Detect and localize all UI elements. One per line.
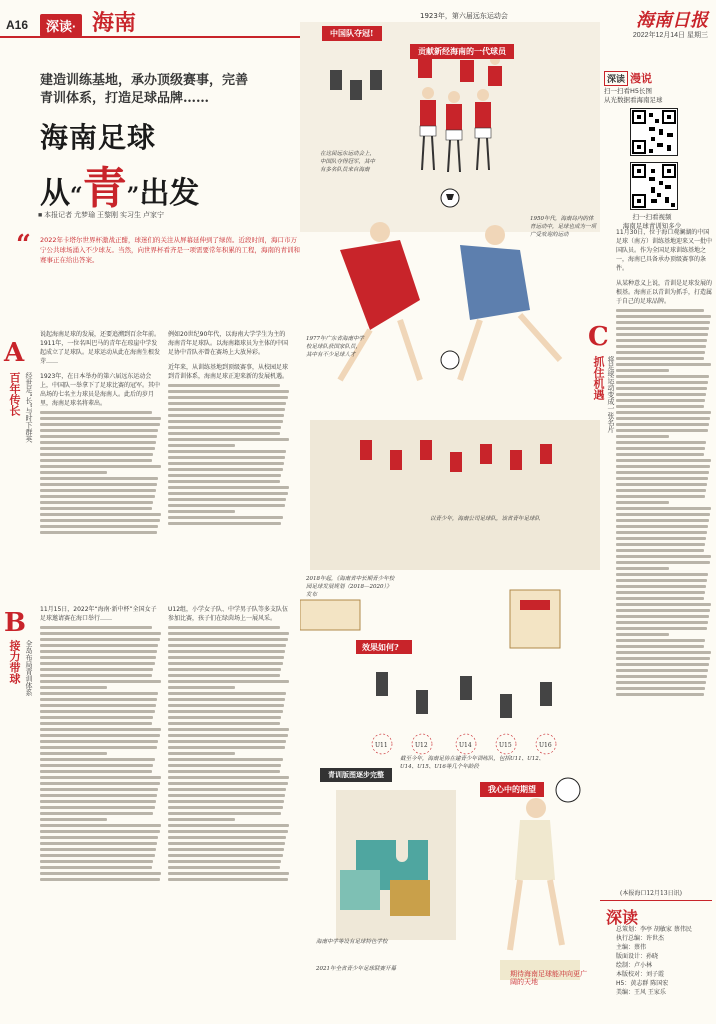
text-line: [168, 794, 285, 797]
text-line: [40, 471, 107, 474]
text-line: [616, 333, 708, 336]
text-line: [40, 776, 161, 779]
text-line: [616, 345, 706, 348]
text-line: [616, 417, 710, 420]
text-line: [168, 414, 284, 417]
text-line: [40, 686, 107, 689]
text-line: [616, 525, 708, 528]
text-line: [40, 417, 161, 420]
banner-system: 青训版图逐步完整: [320, 768, 392, 782]
caption-2018: 2018年起，《海南省中长期青少年校园足球发展规划（2018—2020）》发布: [306, 576, 395, 598]
text-line: [168, 432, 280, 435]
text-line: [168, 480, 280, 483]
text-line: [616, 339, 707, 342]
text-line: [168, 710, 283, 713]
text-filler: [616, 309, 712, 696]
text-line: [168, 438, 289, 441]
credit-line: 版面设计：孙晓: [616, 953, 659, 960]
qr-code-1-icon[interactable]: [630, 108, 678, 156]
text-line: [168, 824, 289, 827]
text-line: [40, 674, 152, 677]
text-line: [168, 746, 285, 749]
text-line: [616, 429, 708, 432]
text-line: [616, 357, 704, 360]
caption-school: 海南中学等设有足球特色学校: [316, 939, 388, 945]
text-column-1b: [40, 605, 162, 1015]
text-line: [40, 860, 153, 863]
text-column-1a: [40, 330, 162, 600]
marker-b-letter: B: [4, 608, 26, 638]
credit-line: H5：黄志群 陈国宏: [616, 980, 669, 987]
year-1923-label: 1923年，第六届远东运动会: [420, 12, 508, 20]
text-line: [40, 435, 157, 438]
caption-team: 以青少年，海南公司足球队，该省青年足球队: [430, 516, 541, 522]
footer-credits: [616, 925, 716, 997]
text-filler: [168, 626, 290, 881]
text-line: [168, 626, 280, 629]
text-line: [168, 474, 281, 477]
manhua-box: 深读: [604, 71, 628, 86]
text-line: [168, 402, 286, 405]
text-line: [616, 585, 706, 588]
article-lead: 2022年卡塔尔世界杯激战正酣，球迷们的关注从屏幕延伸到了绿茵。近段时间，海口市万宁公共球场涌入不少球友。当然，向世界杯看齐是一项需要常年积累的工程，海南的青训和赛事正在给出答案。: [40, 236, 300, 264]
text-line: [40, 794, 157, 797]
text-line: [168, 758, 283, 761]
text-line: [40, 806, 155, 809]
text-line: [40, 728, 161, 731]
text-line: [616, 453, 704, 456]
qr1-caption-line1: 扫一扫看H5长图: [604, 87, 653, 95]
text-filler: [40, 411, 162, 534]
text-line: [168, 510, 235, 513]
text-line: [168, 468, 283, 471]
text-line: [40, 716, 153, 719]
text-line: [40, 525, 158, 528]
text-line: [168, 788, 286, 791]
text-line: [40, 459, 152, 462]
text-line: [168, 770, 280, 773]
text-column-3: [616, 228, 712, 892]
text-line: [616, 543, 705, 546]
text-line: [616, 471, 709, 474]
text-line: [616, 327, 709, 330]
text-line: [168, 408, 285, 411]
banner-china-champion: 中国队夺冠!: [322, 26, 382, 41]
text-line: [616, 579, 707, 582]
text-line: [168, 426, 281, 429]
text-line: [40, 818, 107, 821]
text-line: [40, 734, 160, 737]
qr1-caption: [604, 86, 714, 104]
text-line: [40, 746, 157, 749]
quote-mark-icon: “: [16, 230, 31, 260]
headline-line1: 海南足球: [40, 121, 157, 154]
text-line: [616, 411, 711, 414]
text-line: [616, 663, 709, 666]
banner-future: 我心中的期望: [480, 782, 544, 797]
age-u15: U15: [499, 742, 512, 749]
text-line: [40, 441, 156, 444]
text-line: [168, 722, 280, 725]
marker-c-subtitle: 将足球运动变成一张名片: [607, 356, 615, 433]
text-line: [616, 519, 709, 522]
text-line: [616, 621, 708, 624]
text-line: [616, 489, 706, 492]
footer-brand: 深读: [606, 908, 639, 927]
page-number: A16: [6, 18, 29, 32]
age-u11: U11: [375, 742, 388, 749]
text-line: [616, 477, 708, 480]
text-line: [168, 396, 288, 399]
text-line: [40, 411, 152, 414]
caption-1923: 在这届远东运动会上，中国队夺得冠军，其中有多名队员来自海南: [320, 151, 376, 173]
credit-line: 本版校对：刘子霞: [616, 971, 665, 978]
text-line: [40, 752, 107, 755]
text-line: [168, 456, 285, 459]
marker-a-letter: A: [4, 338, 25, 368]
text-line: [168, 842, 285, 845]
qr2-caption-line2: 海南足球青训知多少: [622, 222, 682, 230]
text-line: [168, 644, 286, 647]
text-line: [168, 716, 281, 719]
text-line: [168, 486, 289, 489]
paragraph: 11月15日，2022年“海南·新中杯”全国女子足球邀请赛在海口举行……: [40, 606, 157, 622]
paragraph: U12组，小学女子队、中学男子队等多支队伍参加比赛，孩子们在绿茵场上一展风采。: [168, 606, 289, 622]
masthead: 海南日报: [636, 10, 708, 31]
age-u16: U16: [539, 742, 552, 749]
text-line: [616, 375, 709, 378]
age-u14: U14: [459, 742, 472, 749]
text-line: [616, 423, 709, 426]
text-line: [40, 477, 158, 480]
text-filler: [40, 626, 162, 881]
text-line: [616, 405, 704, 408]
text-line: [616, 627, 707, 630]
text-line: [40, 507, 152, 510]
text-line: [168, 522, 281, 525]
text-line: [168, 420, 283, 423]
text-line: [168, 674, 280, 677]
caption-1977: 1977年广东省海南中学校足球队获国家队员，其中有不少足球人才: [306, 336, 364, 358]
text-line: [168, 830, 288, 833]
section-brush-title: 海南: [92, 10, 137, 36]
qr2-caption-line1: 扫一扫看视频: [632, 213, 672, 221]
banner-effect: 效果如何?: [362, 642, 399, 652]
text-line: [40, 824, 161, 827]
text-line: [168, 866, 280, 869]
text-line: [616, 555, 711, 558]
marker-c-letter: C: [588, 322, 609, 352]
text-line: [40, 836, 158, 839]
text-line: [616, 459, 711, 462]
text-line: [40, 740, 158, 743]
text-line: [168, 740, 286, 743]
section-tag: 深读·: [40, 14, 82, 37]
text-line: [616, 435, 669, 438]
footer-rule: [600, 900, 712, 901]
text-line: [168, 812, 281, 815]
headline-qing: 青: [82, 163, 127, 214]
text-line: [616, 369, 669, 372]
text-line: [40, 429, 158, 432]
text-line: [40, 531, 157, 534]
text-line: [616, 687, 705, 690]
text-line: [40, 680, 161, 683]
text-line: [616, 591, 705, 594]
text-column-2a: [168, 330, 290, 600]
text-line: [168, 734, 288, 737]
text-line: [168, 782, 288, 785]
paragraph: 从某种意义上说，青训是足球发展的根基。海南正以青训为抓手，打造属于自己的足球品牌。: [616, 280, 712, 305]
text-line: [168, 776, 289, 779]
text-line: [40, 722, 152, 725]
text-line: [616, 531, 707, 534]
text-line: [616, 561, 710, 564]
text-line: [40, 692, 158, 695]
text-line: [168, 836, 286, 839]
text-line: [168, 444, 235, 447]
text-line: [168, 698, 285, 701]
text-line: [168, 668, 281, 671]
text-line: [616, 507, 711, 510]
text-line: [168, 848, 284, 851]
text-line: [40, 644, 158, 647]
text-line: [616, 387, 707, 390]
text-line: [168, 878, 288, 881]
credit-line: 绘制：卢小林: [616, 962, 653, 969]
qr2-caption: [604, 212, 700, 230]
text-line: [616, 465, 710, 468]
text-line: [40, 668, 153, 671]
text-line: [40, 788, 158, 791]
text-line: [168, 872, 289, 875]
text-line: [616, 381, 708, 384]
text-line: [40, 866, 152, 869]
manhua-title: 漫说: [630, 72, 653, 85]
text-line: [616, 513, 710, 516]
text-line: [168, 752, 235, 755]
text-line: [40, 650, 157, 653]
text-line: [40, 632, 161, 635]
text-line: [40, 662, 155, 665]
headline-line2: 从“青”出发: [40, 163, 200, 214]
text-line: [168, 384, 280, 387]
byline: ■ 本报记者 尤梦瑜 王黎刚 实习生 卢家宁: [38, 212, 164, 219]
text-column-2b: [168, 605, 290, 1015]
text-line: [616, 597, 704, 600]
caption-future: 期待海南足球能冲向更广阔的天地: [510, 970, 587, 986]
text-line: [168, 800, 284, 803]
text-line: [40, 812, 153, 815]
qr-code-2-icon[interactable]: [630, 162, 678, 210]
text-line: [616, 309, 704, 312]
text-line: [168, 492, 288, 495]
text-line: [40, 638, 160, 641]
text-line: [616, 603, 711, 606]
masthead-date: 2022年12月14日 星期三: [632, 32, 708, 39]
text-line: [40, 842, 157, 845]
text-line: [168, 504, 285, 507]
text-line: [40, 800, 156, 803]
text-line: [616, 549, 704, 552]
text-line: [616, 669, 708, 672]
text-line: [168, 498, 286, 501]
text-line: [168, 656, 284, 659]
players-1950-icon: [340, 222, 560, 380]
text-line: [616, 609, 710, 612]
text-line: [616, 315, 711, 318]
effect-section: [356, 640, 556, 754]
text-line: [40, 495, 155, 498]
marker-c-title: 抓住机遇: [592, 356, 605, 400]
text-line: [616, 651, 711, 654]
text-line: [168, 662, 283, 665]
text-line: [168, 860, 281, 863]
text-line: [168, 632, 289, 635]
text-line: [616, 573, 708, 576]
article-subtitle: 建造训练基地，承办顶级赛事，完善青训体系，打造足球品牌……: [40, 73, 249, 106]
text-line: [40, 758, 155, 761]
text-line: [168, 728, 289, 731]
text-line: [168, 854, 283, 857]
text-line: [616, 441, 706, 444]
text-line: [40, 848, 156, 851]
credit-line: 主编：蔡伟: [616, 944, 647, 951]
text-line: [40, 423, 160, 426]
text-line: [40, 447, 155, 450]
text-line: [40, 465, 161, 468]
text-line: [616, 537, 706, 540]
text-line: [168, 704, 284, 707]
illus-bg-1977: [310, 420, 600, 570]
age-u12: U12: [415, 742, 428, 749]
text-line: [40, 854, 155, 857]
text-filler: [168, 384, 290, 525]
text-line: [616, 639, 705, 642]
text-line: [616, 363, 711, 366]
paragraph: 11月30日，位于海口观澜湖的中国足球（南方）训练基地迎来又一批中国队员。作为全国足球训练基地之一，海南已具备承办顶级赛事的条件。: [616, 229, 712, 272]
dateline-note: (本报海口12月13日讯): [620, 890, 682, 897]
text-line: [616, 693, 704, 696]
headline-chuda: 出发: [139, 176, 200, 211]
text-line: [40, 513, 161, 516]
paragraph: 近年来，从训练基地到顶级赛事，从校园足球到青训体系，海南足球正迎来新的发展机遇。: [168, 364, 289, 380]
marker-b-title: 接力带球: [8, 640, 21, 684]
text-line: [40, 878, 160, 881]
text-line: [168, 686, 235, 689]
text-line: [40, 710, 155, 713]
text-line: [40, 519, 160, 522]
text-line: [168, 806, 283, 809]
text-line: [616, 501, 669, 504]
text-line: [168, 818, 235, 821]
text-line: [616, 567, 669, 570]
text-line: [40, 656, 156, 659]
text-line: [168, 390, 289, 393]
text-line: [168, 450, 286, 453]
text-line: [40, 704, 156, 707]
text-line: [40, 770, 152, 773]
marker-a-title: 百年传长: [8, 372, 21, 416]
text-line: [40, 626, 152, 629]
text-line: [40, 764, 153, 767]
text-line: [168, 516, 283, 519]
credit-line: 执行总编：许世杰: [616, 935, 665, 942]
text-line: [168, 650, 285, 653]
text-line: [40, 698, 157, 701]
marker-b-subtitle: 全岛布局青训体系: [25, 640, 33, 696]
text-line: [616, 645, 704, 648]
text-line: [616, 321, 710, 324]
text-line: [616, 495, 705, 498]
future-player-icon: [500, 778, 580, 980]
puzzle-map-icon: [336, 790, 456, 940]
text-line: [616, 633, 669, 636]
headline-from: 从: [40, 176, 70, 211]
text-line: [40, 501, 153, 504]
text-line: [40, 453, 153, 456]
text-line: [40, 483, 157, 486]
credit-line: 美编：王风 王家乐: [616, 989, 666, 996]
text-line: [40, 872, 161, 875]
caption-ages: 截至今年，海南足协在建青少年训练队，包括U11、U12、U14、U15、U16等几个年龄段: [400, 756, 545, 770]
text-line: [616, 681, 706, 684]
text-line: [168, 692, 286, 695]
text-line: [616, 447, 705, 450]
caption-1950: 1950年代，海南岛内的体育运动中，足球也成为一项广受欢迎的运动: [530, 216, 597, 238]
credit-line: 总策划：李亭 胡敏家 蔡伟民: [616, 926, 692, 933]
text-line: [168, 764, 281, 767]
text-line: [616, 675, 707, 678]
text-line: [40, 489, 156, 492]
paragraph: 例如20世纪90年代，以海南大学学生为主的海南青年足球队。以海南籍球员为主体的中国足协中青队亦曾在赛场上大放异彩。: [168, 331, 289, 356]
text-line: [40, 782, 160, 785]
manhua-tag: [604, 70, 652, 86]
text-line: [616, 615, 709, 618]
text-line: [616, 393, 706, 396]
marker-a-subtitle: 经世足“长”与时下群英: [25, 372, 33, 443]
text-line: [616, 483, 707, 486]
banner-hainan-generation: 贡献新经海南的一代球员: [410, 44, 514, 59]
text-line: [616, 399, 705, 402]
qr1-caption-line2: 从光数据看海南足球: [604, 96, 663, 104]
text-line: [168, 638, 288, 641]
paragraph: 说起海南足球的发展，还要追溯到百余年前。1911年，一位名叫巴马的青年在琼崖中学发起成立了足球队。足球运动从此在海南生根发芽……: [40, 331, 161, 365]
text-line: [40, 830, 160, 833]
paragraph: 1923年，在日本举办的第六届远东运动会上，中国队一举拿下了足球比赛的冠军。其中出场的七名主力球员是海南人。此后的岁月里，海南足球名将辈出。: [40, 373, 161, 407]
text-line: [616, 351, 705, 354]
caption-2021: 2021年全省青少年足球联赛开幕: [316, 966, 396, 972]
text-line: [168, 680, 289, 683]
text-line: [616, 657, 710, 660]
text-line: [168, 462, 284, 465]
